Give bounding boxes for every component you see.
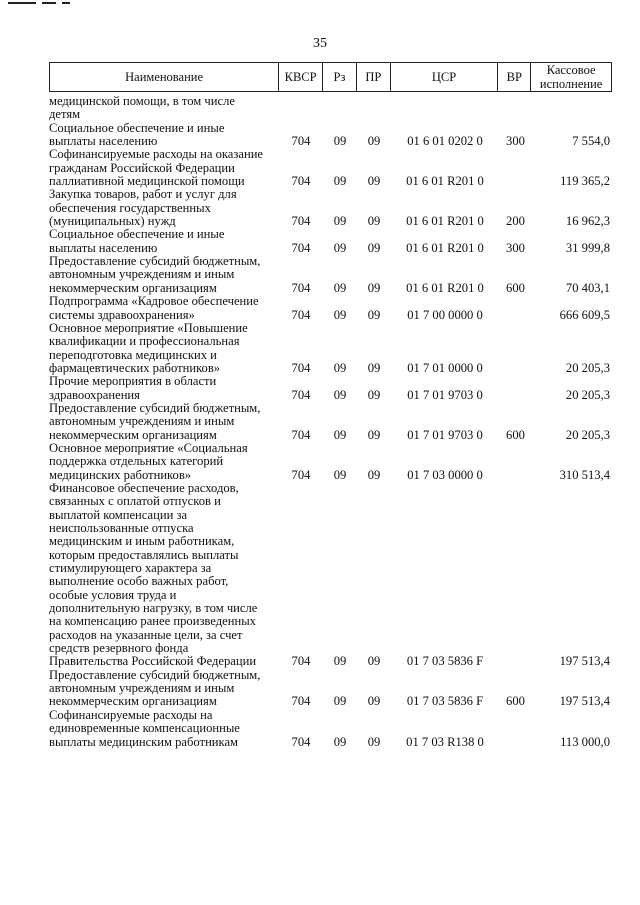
row-name: Финансовое обеспечение расходов, связанных с оплатой отпусков и выплатой компенсации за неиспользованные отпуска медицинским и иным работникам, которым предоставлялись выплаты стимулирующего характера за выполнение особо важных работ, особые условия труда и дополнительную нагрузку, в том числе на компенсацию ранее произведенных расходов на указанные цели, за счет средств резервного фонда Правительства Российской Федерации xyxy=(49,480,258,669)
page-number: 35 xyxy=(313,36,327,51)
row-pr: 09 xyxy=(367,360,381,375)
row-amount: 7 554,0 xyxy=(572,134,610,149)
row-csr: 01 7 03 0000 0 xyxy=(407,467,483,482)
row-amount: 197 513,4 xyxy=(559,694,610,709)
row-pr: 09 xyxy=(367,467,381,482)
header-pr: ПР xyxy=(357,63,391,91)
row-csr: 01 6 01 R201 0 xyxy=(406,240,484,255)
row-amount: 16 962,3 xyxy=(565,214,610,229)
row-pr: 09 xyxy=(367,694,381,709)
row-amount: 20 205,3 xyxy=(565,427,610,442)
row-pr: 09 xyxy=(367,387,381,402)
row-kvsr: 704 xyxy=(291,240,311,255)
row-rz: 09 xyxy=(333,467,347,482)
table-row xyxy=(49,442,612,482)
table-row xyxy=(49,402,612,442)
row-rz: 09 xyxy=(333,280,347,295)
row-pr: 09 xyxy=(367,280,381,295)
row-name: Социальное обеспечение и иные выплаты населению xyxy=(49,120,225,149)
row-vr: 200 xyxy=(506,214,525,229)
row-csr: 01 6 01 R201 0 xyxy=(406,174,484,189)
table-row xyxy=(49,482,612,669)
row-csr: 01 7 00 0000 0 xyxy=(407,307,483,322)
row-rz: 09 xyxy=(333,240,347,255)
row-name: Предоставление субсидий бюджетным, автономным учреждениям и иным некоммерческим организациям xyxy=(49,667,261,709)
row-kvsr: 704 xyxy=(291,307,311,322)
row-vr: 300 xyxy=(506,134,525,149)
row-kvsr: 704 xyxy=(291,654,311,669)
header-exec: Кассовое исполнение xyxy=(539,63,603,91)
header-name: Наименование xyxy=(50,63,279,91)
row-rz: 09 xyxy=(333,307,347,322)
header-rz: Рз xyxy=(323,63,357,91)
table-row xyxy=(49,188,612,228)
table-row xyxy=(49,95,612,122)
row-name: медицинской помощи, в том числе детям xyxy=(49,94,235,122)
row-rz: 09 xyxy=(333,360,347,375)
row-csr: 01 6 01 R201 0 xyxy=(406,280,484,295)
row-kvsr: 704 xyxy=(291,174,311,189)
row-name: Предоставление субсидий бюджетным, автономным учреждениям и иным некоммерческим организациям xyxy=(49,400,261,442)
table-row xyxy=(49,255,612,295)
scan-mark xyxy=(8,2,78,8)
row-csr: 01 7 01 0000 0 xyxy=(407,360,483,375)
row-pr: 09 xyxy=(367,134,381,149)
row-pr: 09 xyxy=(367,427,381,442)
row-kvsr: 704 xyxy=(291,134,311,149)
row-name: Софинансируемые расходы на оказание гражданам Российской Федерации паллиативной медицинской помощи xyxy=(49,147,264,189)
row-pr: 09 xyxy=(367,307,381,322)
table-body xyxy=(49,95,612,749)
row-amount: 666 609,5 xyxy=(559,307,610,322)
row-kvsr: 704 xyxy=(291,280,311,295)
row-name: Основное мероприятие «Социальная поддержка отдельных категорий медицинских работников» xyxy=(49,440,248,482)
row-kvsr: 704 xyxy=(291,387,311,402)
row-csr: 01 7 01 9703 0 xyxy=(407,387,483,402)
row-amount: 31 999,8 xyxy=(565,240,610,255)
row-csr: 01 7 03 5836 F xyxy=(406,654,484,669)
row-name: Закупка товаров, работ и услуг для обеспечения государственных (муниципальных) нужд xyxy=(49,187,237,229)
row-rz: 09 xyxy=(333,427,347,442)
header-csr: ЦСР xyxy=(391,63,499,91)
row-vr: 300 xyxy=(506,240,525,255)
row-kvsr: 704 xyxy=(291,427,311,442)
row-csr: 01 6 01 0202 0 xyxy=(407,134,483,149)
row-rz: 09 xyxy=(333,694,347,709)
row-pr: 09 xyxy=(367,654,381,669)
row-name: Социальное обеспечение и иные выплаты населению xyxy=(49,227,225,255)
row-amount: 119 365,2 xyxy=(560,174,610,189)
row-vr: 600 xyxy=(506,694,525,709)
table-row xyxy=(49,709,612,749)
row-pr: 09 xyxy=(367,174,381,189)
table-row xyxy=(49,322,612,375)
row-vr: 600 xyxy=(506,427,525,442)
row-name: Прочие мероприятия в области здравоохранения xyxy=(49,374,217,402)
header-vr: ВР xyxy=(498,63,531,91)
row-rz: 09 xyxy=(333,174,347,189)
table-row xyxy=(49,669,612,709)
row-name: Основное мероприятие «Повышение квалификации и профессиональная переподготовка медицинских и фармацевтических работников» xyxy=(49,320,248,375)
row-kvsr: 704 xyxy=(291,360,311,375)
row-csr: 01 7 03 5836 F xyxy=(406,694,484,709)
row-amount: 20 205,3 xyxy=(565,387,610,402)
table-row xyxy=(49,122,612,149)
row-amount: 70 403,1 xyxy=(565,280,610,295)
row-csr: 01 6 01 R201 0 xyxy=(406,214,484,229)
table-row xyxy=(49,295,612,322)
row-vr: 600 xyxy=(506,280,525,295)
row-amount: 310 513,4 xyxy=(559,467,610,482)
row-kvsr: 704 xyxy=(291,214,311,229)
row-amount: 197 513,4 xyxy=(559,654,610,669)
row-name: Предоставление субсидий бюджетным, автономным учреждениям и иным некоммерческим организациям xyxy=(49,254,261,295)
table-row xyxy=(49,148,612,188)
table-row xyxy=(49,228,612,255)
row-rz: 09 xyxy=(333,134,347,149)
row-csr: 01 7 01 9703 0 xyxy=(407,427,483,442)
row-rz: 09 xyxy=(333,734,347,749)
row-amount: 20 205,3 xyxy=(565,360,610,375)
row-rz: 09 xyxy=(333,214,347,229)
row-kvsr: 704 xyxy=(291,467,311,482)
row-amount: 113 000,0 xyxy=(560,734,610,749)
row-rz: 09 xyxy=(333,387,347,402)
row-pr: 09 xyxy=(367,240,381,255)
table-row xyxy=(49,375,612,402)
header-kvsr: КВСР xyxy=(279,63,323,91)
row-csr: 01 7 03 R138 0 xyxy=(406,734,484,749)
row-kvsr: 704 xyxy=(291,734,311,749)
row-pr: 09 xyxy=(367,214,381,229)
row-kvsr: 704 xyxy=(291,694,311,709)
row-pr: 09 xyxy=(367,734,381,749)
row-rz: 09 xyxy=(333,654,347,669)
table-header xyxy=(49,62,612,92)
row-name: Подпрограмма «Кадровое обеспечение системы здравоохранения» xyxy=(49,294,259,322)
row-name: Софинансируемые расходы на единовременные компенсационные выплаты медицинским работникам xyxy=(49,707,240,749)
